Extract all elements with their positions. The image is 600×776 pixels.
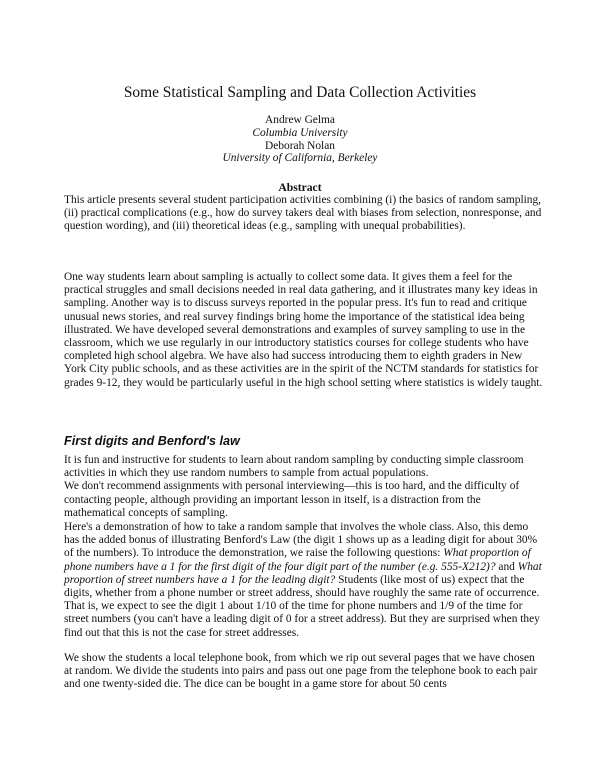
section-paragraph-2: Here's a demonstration of how to take a random sample that involves the whole class. Also, this demo has the added bonus of illustrating Benford's Law (the digit 1 shows up as a leading digit for about 30% of the numbers). To introduce the demonstration, we raise the following questions: What proportion of phone numbers have a 1 for the first digit of the four digit part of the number (e.g. 555-X212)? and What proportion of street numbers have a 1 for the leading digit? Students (like most of us) expect that the digits, whether from a phone number or street address, should have roughly the same rate of occurrence. That is, we expect to see the digit 1 about 1/10 of the time for phone numbers and 1/9 of the time for street numbers (you can't have a leading digit of 0 for a street address). But they are surprised when they find out that this is not the case for street addresses.	[64, 521, 542, 639]
question-street-numbers: What proportion of street numbers have a 1 for the leading digit?	[64, 560, 542, 586]
abstract-text: This article presents several student participation activities combining (i) the basics of random sampling, (ii) practical complications (e.g., how do survey takers deal with biases from selection, nonresponse, and question wording), and (iii) theoretical ideas (e.g., sampling with unequal probabilities).	[64, 194, 542, 233]
abstract-heading: Abstract	[278, 181, 322, 194]
section-paragraph-1: It is fun and instructive for students to learn about random sampling by conducting simple classroom activities in which they use random numbers to sample from actual populations. We don't recommend assignments with personal interviewing—this is too hard, and the difficulty of contacting people, although providing an important lesson in itself, is a distraction from the mathematical concepts of sampling.	[64, 454, 524, 519]
intro-paragraph: One way students learn about sampling is actually to collect some data. It gives them a feel for the practical struggles and small decisions needed in real data gathering, and it illustrates many key ideas in sampling. Another way is to discuss surveys reported in the popular press. It's fun to read and critique unusual news stories, and real survey findings bring home the importance of the statistical idea being illustrated. We have developed several demonstrations and examples of survey sampling to use in the classroom, which we use regularly in our introductory statistics courses for college students who have completed high school algebra. We have also had success introducing them to eighth graders in New York City public schools, and as these activities are in the spirit of the NCTM standards for statistics for grades 9-12, they would be particularly useful in the high school setting where statistics is widely taught.	[64, 271, 543, 389]
section-heading: First digits and Benford's law	[64, 434, 240, 448]
paper-title: Some Statistical Sampling and Data Collection Activities	[123, 84, 477, 101]
author-name: Andrew Gelma	[265, 114, 335, 126]
author-name: Deborah Nolan	[265, 139, 335, 152]
author-affiliation: University of California, Berkeley	[222, 152, 378, 165]
section-paragraph-3: We show the students a local telephone book, from which we rip out several pages that we have chosen at random. We divide the students into pairs and pass out one page from the telephone book to each pair and one twenty-sided die. The dice can be bought in a game store for about 50 cents	[64, 652, 538, 691]
author-block	[0, 114, 600, 165]
author-affiliation: Columbia University	[252, 126, 348, 139]
question-phone-numbers: What proportion of phone numbers have a 1 for the first digit of the four digit part of the number (e.g. 555-X212)?	[64, 547, 531, 573]
